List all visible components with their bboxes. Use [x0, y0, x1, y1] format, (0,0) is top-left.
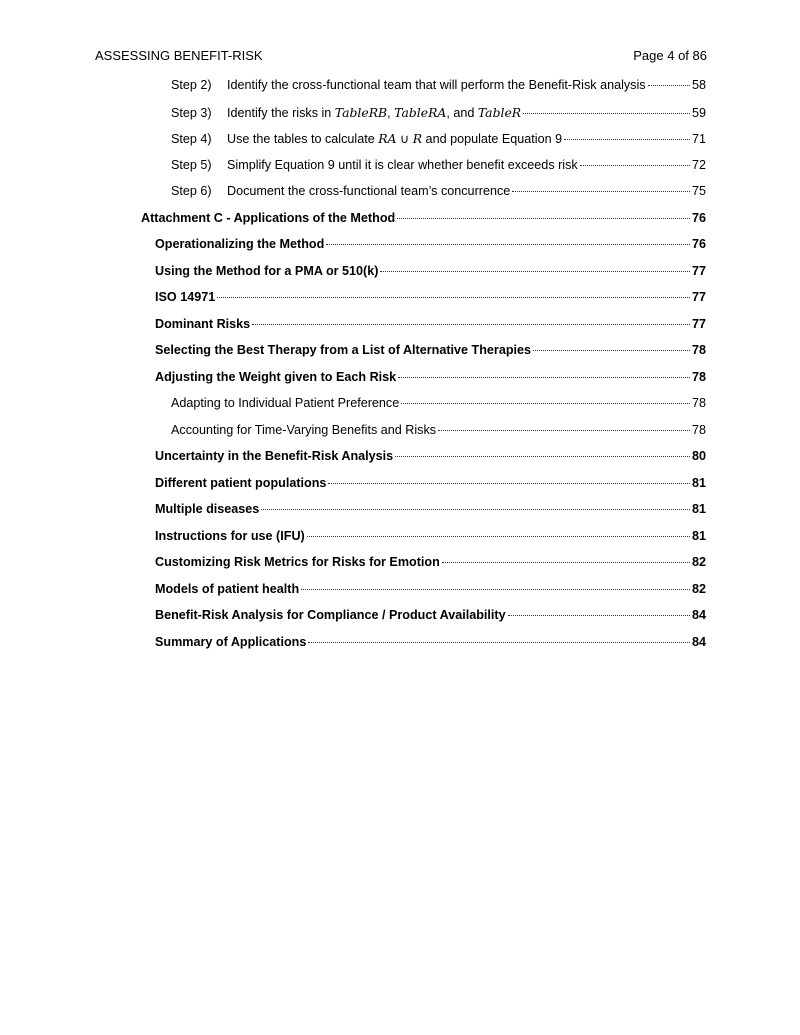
toc-entry-title: Operationalizing the Method: [155, 237, 325, 251]
toc-entry[interactable]: [171, 105, 706, 125]
toc-entry[interactable]: [155, 449, 706, 469]
toc-entry[interactable]: [141, 211, 706, 231]
toc-entry-title: ISO 14971: [155, 290, 216, 304]
toc-step-number: Step 4): [171, 132, 212, 146]
toc-leader-dots: [523, 113, 690, 114]
toc-entry[interactable]: [171, 78, 706, 98]
toc-page-number: 80: [691, 449, 706, 463]
toc-step-number: Step 2): [171, 78, 212, 92]
toc-leader-dots: [328, 483, 690, 484]
toc-entry[interactable]: [155, 237, 706, 257]
toc-leader-dots: [261, 509, 690, 510]
toc-entry[interactable]: [155, 317, 706, 337]
toc-entry-title: Using the Method for a PMA or 510(k): [155, 263, 379, 278]
toc-leader-dots: [442, 562, 690, 563]
toc-entry-title: Identify the risks in TableRB, TableRA, and TableR: [227, 104, 522, 120]
toc-entry-title: Accounting for Time-Varying Benefits and Risks: [171, 422, 437, 437]
toc-entry[interactable]: [155, 290, 706, 310]
toc-entry-title: Attachment C - Applications of the Method: [141, 210, 396, 225]
toc-page-number: 76: [691, 237, 706, 251]
toc-leader-dots: [308, 642, 690, 643]
toc-leader-dots: [398, 377, 690, 378]
toc-leader-dots: [508, 615, 690, 616]
toc-page-number: 82: [691, 581, 706, 596]
toc-entry-title: Dominant Risks: [155, 316, 251, 331]
toc-entry-title: Multiple diseases: [155, 502, 260, 516]
toc-entry-title: Adjusting the Weight given to Each Risk: [155, 369, 397, 384]
toc-entry[interactable]: [155, 608, 706, 628]
document-title: ASSESSING BENEFIT-RISK: [95, 48, 263, 63]
toc-entry-title: Document the cross-functional team’s concurrence: [227, 184, 511, 198]
toc-page-number: 81: [691, 502, 706, 516]
toc-page-number: 78: [691, 369, 706, 384]
toc-page-number: 82: [691, 555, 706, 569]
toc-leader-dots: [217, 297, 690, 298]
toc-leader-dots: [438, 430, 690, 431]
toc-page-number: 77: [691, 290, 706, 304]
toc-leader-dots: [301, 589, 690, 590]
toc-page-number: 81: [691, 475, 706, 490]
toc-page-number: 78: [691, 343, 706, 357]
toc-entry[interactable]: [155, 264, 706, 284]
toc-page-number: 78: [691, 396, 706, 410]
toc-page-number: 77: [691, 316, 706, 331]
toc-leader-dots: [395, 456, 690, 457]
toc-page-number: 75: [691, 184, 706, 198]
toc-leader-dots: [307, 536, 690, 537]
toc-entry-title: Summary of Applications: [155, 634, 307, 649]
toc-entry-title: Different patient populations: [155, 475, 327, 490]
toc-step-number: Step 6): [171, 184, 212, 198]
toc-entry[interactable]: [171, 158, 706, 178]
toc-leader-dots: [580, 165, 690, 166]
toc-page-number: 78: [691, 422, 706, 437]
toc-entry[interactable]: [155, 343, 706, 363]
toc-page-number: 72: [691, 157, 706, 172]
toc-entry-title: Customizing Risk Metrics for Risks for Emotion: [155, 555, 440, 569]
toc-entry-title: Use the tables to calculate RA ∪ R and populate Equation 9: [227, 131, 563, 146]
toc-page-number: 59: [691, 105, 706, 120]
toc-leader-dots: [397, 218, 690, 219]
toc-entry-title: Identify the cross-functional team that will perform the Benefit-Risk analysis: [227, 78, 646, 92]
toc-entry-title: Selecting the Best Therapy from a List of Alternative Therapies: [155, 343, 532, 357]
toc-entry[interactable]: [155, 582, 706, 602]
toc-page-number: 81: [691, 528, 706, 543]
toc-entry-title: Instructions for use (IFU): [155, 528, 305, 543]
toc-entry-title: Models of patient health: [155, 581, 300, 596]
toc-entry[interactable]: [155, 502, 706, 522]
toc-entry[interactable]: [171, 131, 706, 151]
toc-leader-dots: [512, 191, 690, 192]
toc-entry[interactable]: [155, 476, 706, 496]
toc-entry[interactable]: [155, 635, 706, 655]
toc-leader-dots: [252, 324, 690, 325]
page-header: [95, 48, 707, 66]
toc-entry-title: Simplify Equation 9 until it is clear whether benefit exceeds risk: [227, 157, 578, 172]
toc-page-number: 77: [691, 263, 706, 278]
toc-entry[interactable]: [155, 370, 706, 390]
toc-page-number: 58: [691, 78, 706, 92]
toc-step-number: Step 3): [171, 105, 212, 120]
toc-leader-dots: [380, 271, 690, 272]
toc-entry[interactable]: [171, 396, 706, 416]
toc-leader-dots: [533, 350, 690, 351]
toc-entry[interactable]: [155, 529, 706, 549]
toc-entry-title: Benefit-Risk Analysis for Compliance / Product Availability: [155, 608, 506, 622]
toc-page-number: 71: [691, 132, 706, 146]
toc-leader-dots: [648, 85, 690, 86]
toc-leader-dots: [564, 139, 690, 140]
toc-entry[interactable]: [171, 423, 706, 443]
toc-leader-dots: [401, 403, 690, 404]
toc-leader-dots: [326, 244, 690, 245]
toc-entry-title: Uncertainty in the Benefit-Risk Analysis: [155, 449, 394, 463]
toc-page-number: 76: [691, 210, 706, 225]
toc-entry-title: Adapting to Individual Patient Preference: [171, 396, 400, 410]
toc-page-number: 84: [691, 608, 706, 622]
toc-step-number: Step 5): [171, 157, 212, 172]
toc-entry[interactable]: [155, 555, 706, 575]
toc-entry[interactable]: [171, 184, 706, 204]
toc-page-number: 84: [691, 634, 706, 649]
page-number: Page 4 of 86: [633, 48, 707, 63]
